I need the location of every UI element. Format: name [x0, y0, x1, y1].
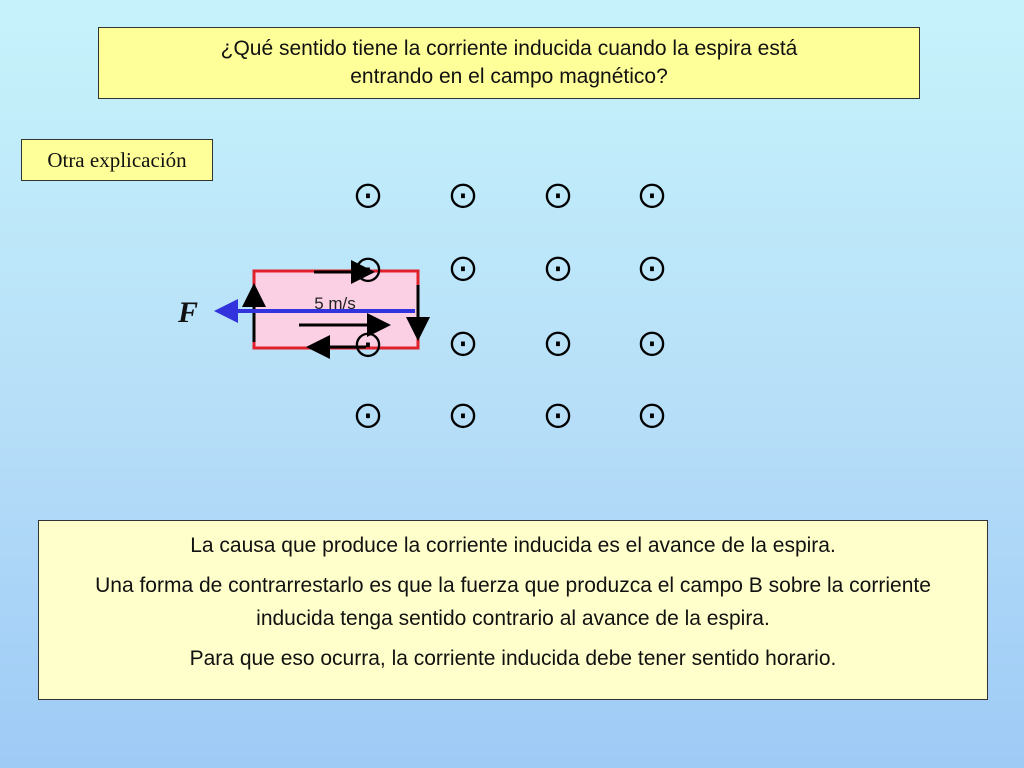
explanation-box: [38, 520, 988, 700]
question-line-1: ¿Qué sentido tiene la corriente inducida cuando la espira está: [220, 37, 798, 60]
field-dot-icon: ⨀: [450, 328, 476, 358]
field-dot-icon: ⨀: [450, 400, 476, 430]
field-dot-icon: ⨀: [355, 329, 381, 359]
field-dot-icon: ⨀: [545, 253, 571, 283]
other-explanation-button[interactable]: Otra explicación: [21, 139, 213, 181]
field-dot-icon: ⨀: [450, 180, 476, 210]
force-label: F: [178, 296, 199, 329]
field-dot-icon: ⨀: [639, 328, 665, 358]
field-dot-icon: ⨀: [639, 400, 665, 430]
field-dot-icon: ⨀: [355, 400, 381, 430]
field-dot-icon: ⨀: [639, 180, 665, 210]
speed-label: 5 m/s: [314, 294, 356, 313]
field-dot-icon: ⨀: [545, 180, 571, 210]
explanation-paragraph-1: La causa que produce la corriente inducida es el avance de la espira.: [190, 534, 836, 557]
question-line-2: entrando en el campo magnético?: [350, 65, 668, 88]
field-dot-icon: ⨀: [545, 328, 571, 358]
field-dot-icon: ⨀: [545, 400, 571, 430]
field-dot-icon: ⨀: [355, 254, 381, 284]
explanation-paragraph-2: Una forma de contrarrestarlo es que la fuerza que produzca el campo B sobre la corriente inducida tenga sentido contrario al avance de la espira.: [95, 574, 931, 630]
field-dot-icon: ⨀: [355, 180, 381, 210]
explanation-paragraph-3: Para que eso ocurra, la corriente inducida debe tener sentido horario.: [189, 647, 837, 670]
field-dot-icon: ⨀: [639, 253, 665, 283]
field-dot-icon: ⨀: [450, 253, 476, 283]
